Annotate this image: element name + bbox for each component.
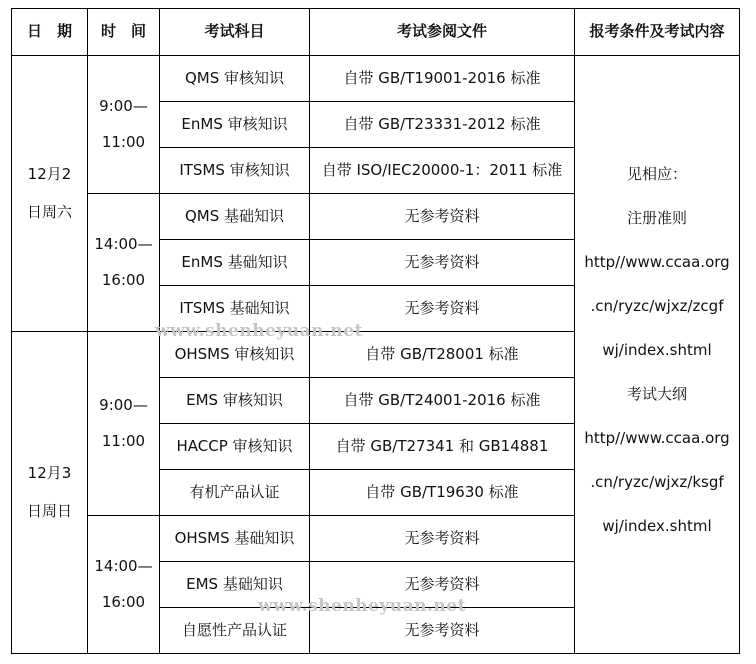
reference-cell: 自带 GB/T19630 标准 (310, 470, 575, 516)
subject-cell: EMS 基础知识 (160, 562, 310, 608)
time-cell-morning (88, 332, 160, 516)
info-cell (575, 56, 740, 654)
time-cell-morning (88, 56, 160, 194)
reference-cell: 自带 GB/T27341 和 GB14881 (310, 424, 575, 470)
date-weekday: 日周六 (26, 202, 72, 221)
subject-cell: EnMS 审核知识 (160, 102, 310, 148)
watermark: www.shenheyuan.net (155, 321, 363, 341)
reference-cell: 无参考资料 (310, 240, 575, 286)
header-info: 报考条件及考试内容 (575, 9, 740, 56)
date-cell-dec2 (12, 56, 88, 332)
info-link: wj/index.shtml (602, 517, 712, 535)
reference-cell: 自带 ISO/IEC20000-1：2011 标准 (310, 148, 575, 194)
header-subject: 考试科目 (160, 9, 310, 56)
subject-cell: OHSMS 基础知识 (160, 516, 310, 562)
reference-cell: 无参考资料 (310, 562, 575, 608)
reference-cell: 自带 GB/T24001-2016 标准 (310, 378, 575, 424)
table-row (12, 56, 740, 102)
info-line: 见相应： (626, 165, 687, 183)
time-end: 11:00 (101, 431, 146, 450)
subject-cell: QMS 审核知识 (160, 56, 310, 102)
reference-cell: 无参考资料 (310, 194, 575, 240)
info-link: http//www.ccaa.org (584, 429, 730, 447)
time-start: 9:00— (99, 97, 148, 116)
info-link: http//www.ccaa.org (584, 253, 730, 271)
time-end: 16:00 (101, 270, 146, 289)
time-cell-afternoon (88, 194, 160, 332)
header-reference: 考试参阅文件 (310, 9, 575, 56)
date-line: 12月2 (27, 165, 72, 184)
info-link: .cn/ryzc/wjxz/ksgf (590, 473, 724, 491)
reference-cell: 无参考资料 (310, 608, 575, 654)
subject-cell: OHSMS 审核知识 (160, 332, 310, 378)
time-start: 14:00— (94, 557, 153, 576)
subject-cell: HACCP 审核知识 (160, 424, 310, 470)
subject-cell: EnMS 基础知识 (160, 240, 310, 286)
subject-cell: ITSMS 基础知识 (160, 286, 310, 332)
time-end: 16:00 (101, 592, 146, 611)
reference-cell: 无参考资料 (310, 286, 575, 332)
info-link: wj/index.shtml (602, 341, 712, 359)
subject-cell: 自愿性产品认证 (160, 608, 310, 654)
info-line: 注册准则 (626, 209, 687, 227)
subject-cell: EMS 审核知识 (160, 378, 310, 424)
subject-cell: QMS 基础知识 (160, 194, 310, 240)
date-weekday: 日周日 (26, 501, 72, 520)
exam-schedule-table (11, 8, 740, 654)
reference-cell: 自带 GB/T23331-2012 标准 (310, 102, 575, 148)
info-link: .cn/ryzc/wjxz/zcgf (590, 297, 724, 315)
reference-cell: 自带 GB/T19001-2016 标准 (310, 56, 575, 102)
time-start: 9:00— (99, 396, 148, 415)
header-row (12, 9, 740, 56)
reference-cell: 自带 GB/T28001 标准 (310, 332, 575, 378)
reference-cell: 无参考资料 (310, 516, 575, 562)
time-cell-afternoon (88, 516, 160, 654)
time-start: 14:00— (94, 235, 153, 254)
watermark: www.shenheyuan.net (258, 596, 466, 616)
info-line: 考试大纲 (626, 385, 687, 403)
date-line: 12月3 (27, 464, 72, 483)
header-date: 日 期 (12, 9, 88, 56)
subject-cell: 有机产品认证 (160, 470, 310, 516)
subject-cell: ITSMS 审核知识 (160, 148, 310, 194)
header-time: 时 间 (88, 9, 160, 56)
date-cell-dec3 (12, 332, 88, 654)
time-end: 11:00 (101, 132, 146, 151)
